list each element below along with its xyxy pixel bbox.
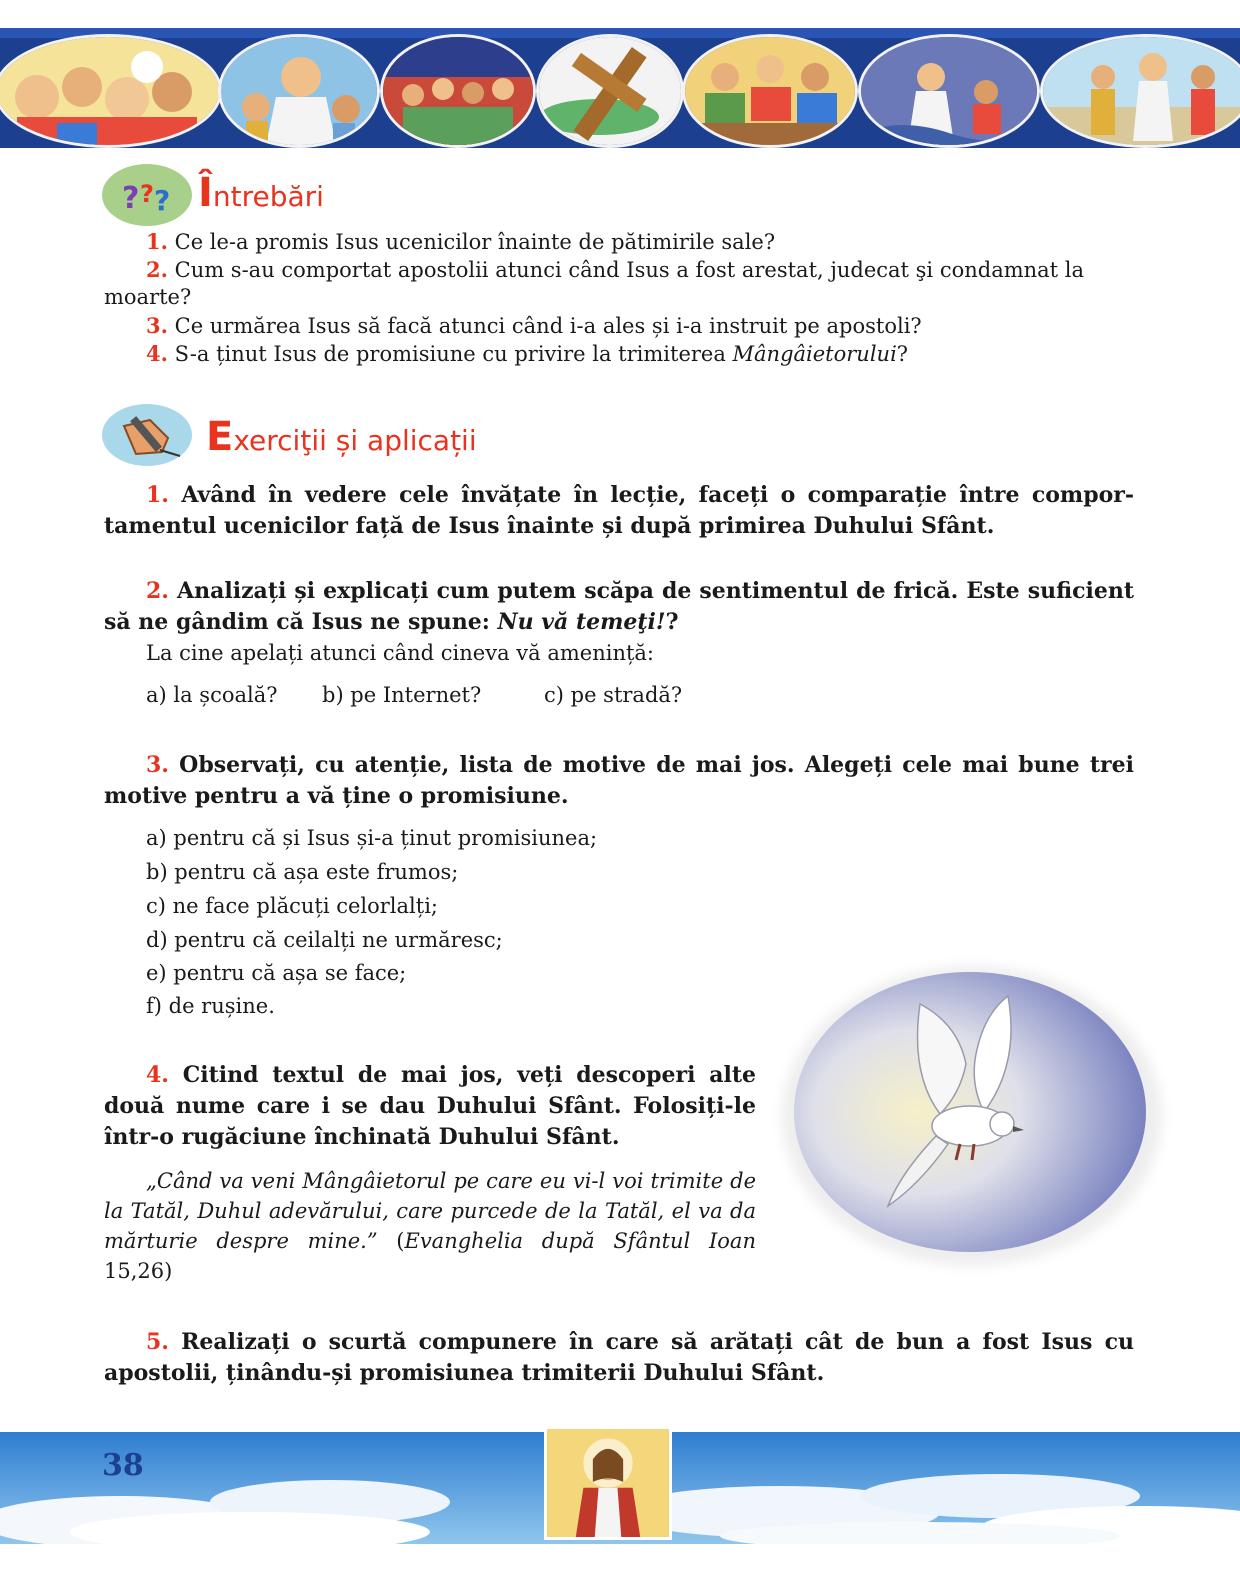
exercise-3-option-f: f) de rușine. <box>146 994 275 1018</box>
exercise-1: 1. Având în vedere cele învățate în lecție, faceți o comparație între comportamentul ucenicilor față de Isus înainte și după primirea Duhului Sfânt. <box>104 482 1134 539</box>
question-item-2-continued: moarte? <box>104 285 192 309</box>
banner-image-jesus-blessing <box>218 34 380 148</box>
exercise-3-option-d: d) pentru că ceilalți ne urmăresc; <box>146 928 503 952</box>
exercise-3-option-a: a) pentru că și Isus și-a ținut promisiunea; <box>146 826 598 850</box>
exercise-2-question: La cine apelați atunci când cineva vă amenință: <box>146 641 654 665</box>
exercise-3: 3. Observați, cu atenție, lista de motive de mai jos. Alegeți cele mai bune trei motive pentru a vă ține o promisiune. <box>104 752 1134 809</box>
exercise-3-option-e: e) pentru că așa se face; <box>146 961 407 985</box>
hand-writing-icon <box>102 404 192 466</box>
page-number: 38 <box>102 1448 144 1483</box>
banner-image-last-supper <box>682 34 858 148</box>
banner-image-storm <box>858 34 1040 148</box>
exercise-4-quote: „Când va veni Mângâietorul pe care eu vi-l voi trimite de la Tatăl, Duhul adevărului, care purcede de la Tatăl, el va da mărturie despre mine.” (Evanghelia după Sfântul Ioan 15,26) <box>104 1169 756 1283</box>
exercise-3-option-b: b) pentru că așa este frumos; <box>146 860 459 884</box>
top-banner <box>0 28 1240 148</box>
question-item-1: 1. Ce le-a promis Isus ucenicilor înainte de pătimirile sale? <box>146 229 776 254</box>
banner-image-cross <box>536 34 684 148</box>
exercise-2-option-c: c) pe stradă? <box>544 683 683 707</box>
exercise-2-option-a: a) la școală? <box>146 683 278 707</box>
banner-image-walking <box>1040 34 1240 148</box>
question-item-4: 4. S-a ținut Isus de promisiune cu privire la trimiterea Mângâietorului? <box>146 341 909 366</box>
exercise-4: 4. Citind textul de mai jos, veți descoperi alte două nume care i se dau Duhului Sfânt. Folosiți-le într-o rugăciune închinată Duhului Sfânt. <box>104 1062 756 1150</box>
exercise-3-option-c: c) ne face plăcuți celorlalți; <box>146 894 438 918</box>
questions-title: Întrebări <box>198 170 324 216</box>
exercise-2: 2. Analizați și explicați cum putem scăpa de sentimentul de frică. Este suficient să ne gândim că Isus ne spune: Nu vă temeţi!? <box>104 578 1134 635</box>
jesus-portrait <box>544 1426 672 1540</box>
banner-image-crowd <box>380 34 536 148</box>
white-dove-icon <box>770 944 1174 1280</box>
exercise-5: 5. Realizați o scurtă compunere în care să arătați cât de bun a fost Isus cu apostolii, ținându-și promisiunea trimiterii Duhului Sfânt. <box>104 1329 1134 1386</box>
question-item-2: 2. Cum s-au comportat apostolii atunci când Isus a fost arestat, judecat şi condamnat la <box>146 257 1085 282</box>
question-marks-icon <box>102 164 192 226</box>
exercise-2-option-b: b) pe Internet? <box>322 683 482 707</box>
svg-text:?: ? <box>154 184 171 217</box>
svg-text:?: ? <box>140 180 154 208</box>
exercises-title: Exerciţii și aplicații <box>206 414 477 460</box>
question-item-3: 3. Ce urmărea Isus să facă atunci când i-a ales și i-a instruit pe apostoli? <box>146 313 922 338</box>
banner-image-children <box>0 34 222 148</box>
svg-text:?: ? <box>122 181 140 216</box>
